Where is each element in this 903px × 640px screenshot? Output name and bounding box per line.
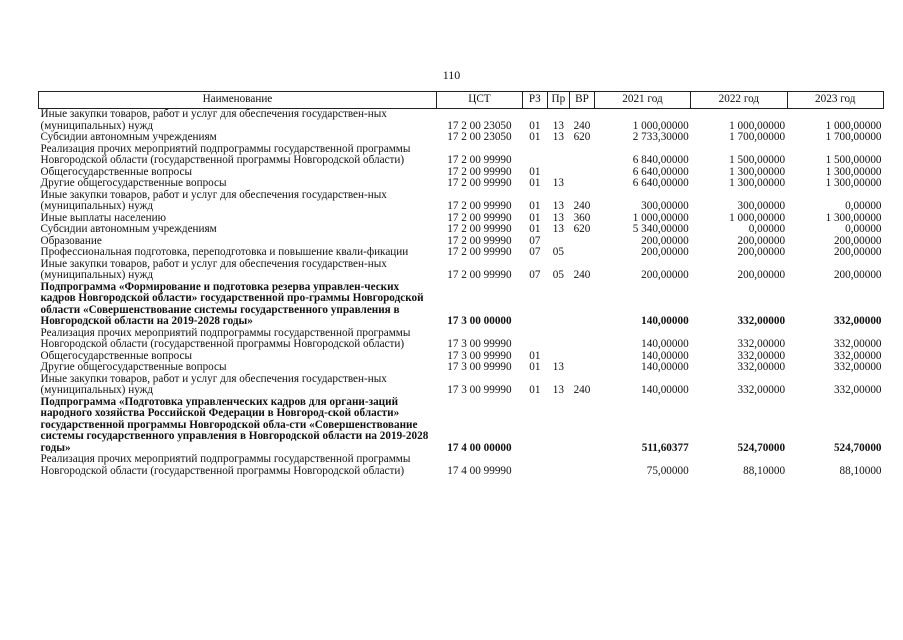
cell-cst: 17 2 00 99990 <box>447 177 512 189</box>
cell-pr: 13 <box>552 223 564 235</box>
cell-y2023: 1 300,00000 <box>825 211 882 224</box>
table-row <box>39 178 884 190</box>
table-row <box>39 247 884 259</box>
cell-y2022: 88,10000 <box>743 464 786 477</box>
cell-y2022: 332,00000 <box>737 349 786 362</box>
cell-y2021: 2 733,30000 <box>632 131 689 143</box>
cell-name: Иные закупки товаров, работ и услуг для обеспечения государствен-ных (муниципальных) нужд <box>40 188 387 212</box>
cell-name: Субсидии автономным учреждениям <box>40 131 217 143</box>
cell-pr: 13 <box>552 131 564 143</box>
cell-vr <box>570 328 595 351</box>
header-cst: ЦСТ <box>436 92 522 109</box>
table-row <box>39 374 884 397</box>
table-row <box>39 454 884 477</box>
cell-vr: 620 <box>573 223 591 235</box>
table-row <box>39 224 884 236</box>
table-header <box>39 92 884 109</box>
cell-vr <box>570 454 595 477</box>
cell-rz: 01 <box>529 131 541 143</box>
header-vr: ВР <box>570 92 595 109</box>
cell-rz: 07 <box>529 269 541 281</box>
cell-pr <box>547 397 570 455</box>
cell-y2021: 6 640,00000 <box>632 165 689 178</box>
cell-vr: 240 <box>573 384 591 396</box>
cell-y2023: 88,10000 <box>839 464 882 477</box>
cell-vr <box>570 167 595 179</box>
cell-y2022: 200,00000 <box>737 269 786 281</box>
cell-y2022: 332,00000 <box>737 315 786 327</box>
cell-pr <box>547 328 570 351</box>
cell-rz: 01 <box>529 349 541 362</box>
table-row <box>39 328 884 351</box>
table-body <box>39 109 884 478</box>
cell-name: Другие общегосударственные вопросы <box>40 361 227 373</box>
budget-table <box>38 91 884 477</box>
cell-pr: 13 <box>552 177 564 189</box>
cell-pr: 13 <box>552 211 564 224</box>
cell-vr <box>570 362 595 374</box>
cell-name: Профессиональная подготовка, переподготовка и повышение квали-фикации <box>40 246 409 258</box>
cell-cst: 17 3 00 99990 <box>447 361 512 373</box>
cell-y2021: 1 000,00000 <box>632 119 689 132</box>
cell-rz: 01 <box>529 165 541 178</box>
cell-cst: 17 2 00 99990 <box>447 154 512 166</box>
cell-y2021: 200,00000 <box>641 246 689 258</box>
header-pr: Пр <box>547 92 570 109</box>
cell-cst: 17 2 00 99990 <box>447 211 512 224</box>
cell-rz <box>523 397 548 455</box>
cell-y2023: 0,00000 <box>845 200 882 212</box>
cell-y2021: 140,00000 <box>641 349 689 362</box>
cell-y2021: 140,00000 <box>641 384 689 396</box>
cell-cst: 17 3 00 99990 <box>447 384 512 396</box>
cell-y2021: 6 840,00000 <box>632 154 689 166</box>
cell-pr: 13 <box>552 119 564 132</box>
cell-y2023: 200,00000 <box>833 246 882 258</box>
cell-cst: 17 4 00 99990 <box>447 464 512 477</box>
cell-cst: 17 2 00 99990 <box>447 165 512 178</box>
cell-cst: 17 3 00 99990 <box>447 349 512 362</box>
cell-vr: 240 <box>573 119 591 132</box>
cell-pr: 13 <box>552 200 564 212</box>
cell-vr <box>570 247 595 259</box>
cell-y2023: 332,00000 <box>833 384 882 396</box>
cell-cst: 17 2 00 99990 <box>447 200 512 212</box>
cell-cst: 17 2 00 99990 <box>447 246 512 258</box>
cell-rz: 07 <box>529 234 541 247</box>
cell-y2022: 1 000,00000 <box>729 211 786 224</box>
cell-cst: 17 2 00 99990 <box>447 223 512 235</box>
cell-name: Реализация прочих мероприятий подпрограммы государственной программы Новгородской области (государственной программы Новгородской области) <box>40 453 411 477</box>
cell-cst: 17 2 00 23050 <box>447 119 512 132</box>
cell-vr <box>570 282 595 328</box>
cell-vr <box>570 351 595 363</box>
cell-y2023: 332,00000 <box>833 349 882 362</box>
cell-vr: 240 <box>573 269 591 281</box>
cell-name: Подпрограмма «Формирование и подготовка резерва управлен-ческих кадров Новгородской области» государственной про-граммы Новгородской области «Совершенствование системы государственного управления в Новгородской области на 2019-2028 годы» <box>40 280 424 327</box>
cell-y2022: 300,00000 <box>737 200 786 212</box>
cell-y2023: 0,00000 <box>845 223 882 235</box>
cell-pr: 13 <box>552 361 564 373</box>
cell-name: Субсидии автономным учреждениям <box>40 223 217 235</box>
cell-y2021: 140,00000 <box>641 361 689 373</box>
cell-y2022: 200,00000 <box>737 246 786 258</box>
cell-name: Общегосударственные вопросы <box>40 165 193 178</box>
cell-rz <box>523 328 548 351</box>
table-row <box>39 362 884 374</box>
cell-y2023: 1 500,00000 <box>825 154 882 166</box>
cell-y2023: 200,00000 <box>833 269 882 281</box>
cell-y2022: 1 300,00000 <box>729 165 786 178</box>
cell-y2021: 140,00000 <box>641 315 689 327</box>
cell-cst: 17 3 00 99990 <box>447 338 512 350</box>
header-rz: РЗ <box>523 92 548 109</box>
cell-y2022: 1 000,00000 <box>729 119 786 132</box>
header-name: Наименование <box>39 92 437 109</box>
cell-rz <box>523 282 548 328</box>
cell-pr <box>547 144 570 167</box>
cell-y2023: 332,00000 <box>833 338 882 350</box>
cell-cst: 17 3 00 00000 <box>447 315 512 327</box>
cell-rz <box>523 144 548 167</box>
cell-cst: 17 4 00 00000 <box>447 441 512 454</box>
cell-y2022: 332,00000 <box>737 338 786 350</box>
header-2021: 2021 год <box>594 92 690 109</box>
cell-rz: 01 <box>529 361 541 373</box>
cell-vr: 240 <box>573 200 591 212</box>
cell-y2021: 5 340,00000 <box>632 223 689 235</box>
cell-y2023: 332,00000 <box>833 361 882 373</box>
cell-pr <box>547 282 570 328</box>
cell-y2021: 140,00000 <box>641 338 689 350</box>
cell-y2021: 1 000,00000 <box>632 211 689 224</box>
cell-cst: 17 2 00 99990 <box>447 234 512 247</box>
cell-vr: 620 <box>573 131 591 143</box>
cell-y2023: 1 300,00000 <box>825 177 882 189</box>
header-2022: 2022 год <box>691 92 787 109</box>
cell-y2021: 511,60377 <box>641 441 689 454</box>
cell-pr <box>547 454 570 477</box>
cell-y2023: 332,00000 <box>833 315 882 327</box>
cell-rz: 01 <box>529 177 541 189</box>
cell-name: Иные закупки товаров, работ и услуг для обеспечения государствен-ных (муниципальных) нужд <box>40 108 387 132</box>
cell-rz: 01 <box>529 223 541 235</box>
cell-cst: 17 2 00 99990 <box>447 269 512 281</box>
cell-rz: 01 <box>529 200 541 212</box>
cell-rz: 01 <box>529 384 541 396</box>
cell-y2023: 524,70000 <box>833 441 882 454</box>
cell-pr: 05 <box>552 269 564 281</box>
cell-vr: 360 <box>573 211 591 224</box>
cell-name: Иные закупки товаров, работ и услуг для обеспечения государствен-ных (муниципальных) нужд <box>40 257 387 281</box>
cell-name: Подпрограмма «Подготовка управленческих кадров для органи-заций народного хозяйства Российской Федерации в Новгород-ской области» государственной программы Новгородской обла-сти «Совершенствование системы государственного управления в Новгородской области на 2019-2028 годы» <box>40 395 429 454</box>
cell-rz: 07 <box>529 246 541 258</box>
cell-name: Реализация прочих мероприятий подпрограммы государственной программы Новгородской области (государственной программы Новгородской области) <box>40 326 411 350</box>
table-row <box>39 109 884 133</box>
cell-y2021: 6 640,00000 <box>632 177 689 189</box>
cell-vr <box>570 397 595 455</box>
cell-y2023: 1 300,00000 <box>825 165 882 178</box>
cell-y2023: 1 000,00000 <box>825 119 882 132</box>
cell-pr: 13 <box>552 384 564 396</box>
cell-pr: 05 <box>552 246 564 258</box>
header-2023: 2023 год <box>787 92 883 109</box>
cell-y2023: 200,00000 <box>833 234 882 247</box>
cell-rz: 01 <box>529 119 541 132</box>
cell-name: Другие общегосударственные вопросы <box>40 177 227 189</box>
page-number: 110 <box>442 68 461 82</box>
cell-y2021: 200,00000 <box>641 269 689 281</box>
cell-name: Реализация прочих мероприятий подпрограммы государственной программы Новгородской области (государственной программы Новгородской области) <box>40 142 411 166</box>
cell-y2022: 200,00000 <box>737 234 786 247</box>
cell-y2021: 75,00000 <box>646 464 689 477</box>
cell-y2021: 300,00000 <box>641 200 689 212</box>
cell-name: Иные выплаты населению <box>40 211 166 224</box>
cell-y2022: 0,00000 <box>748 223 786 235</box>
cell-y2022: 1 500,00000 <box>729 154 786 166</box>
cell-rz: 01 <box>529 211 541 224</box>
table-row <box>39 144 884 167</box>
table-row <box>39 259 884 282</box>
cell-y2022: 1 300,00000 <box>729 177 786 189</box>
cell-vr <box>570 236 595 248</box>
cell-rz <box>523 454 548 477</box>
cell-y2022: 1 700,00000 <box>729 131 786 143</box>
cell-y2022: 524,70000 <box>737 441 786 454</box>
cell-y2023: 1 700,00000 <box>825 131 882 143</box>
cell-name: Иные закупки товаров, работ и услуг для обеспечения государствен-ных (муниципальных) нужд <box>40 372 387 396</box>
cell-y2022: 332,00000 <box>737 384 786 396</box>
cell-y2021: 200,00000 <box>641 234 689 247</box>
cell-name: Общегосударственные вопросы <box>40 349 193 362</box>
table-row <box>39 397 884 455</box>
table-row <box>39 132 884 144</box>
cell-vr <box>570 144 595 167</box>
table-row <box>39 282 884 328</box>
cell-vr <box>570 178 595 190</box>
table-row <box>39 190 884 213</box>
cell-y2022: 332,00000 <box>737 361 786 373</box>
cell-cst: 17 2 00 23050 <box>447 131 512 143</box>
cell-name: Образование <box>40 234 102 247</box>
